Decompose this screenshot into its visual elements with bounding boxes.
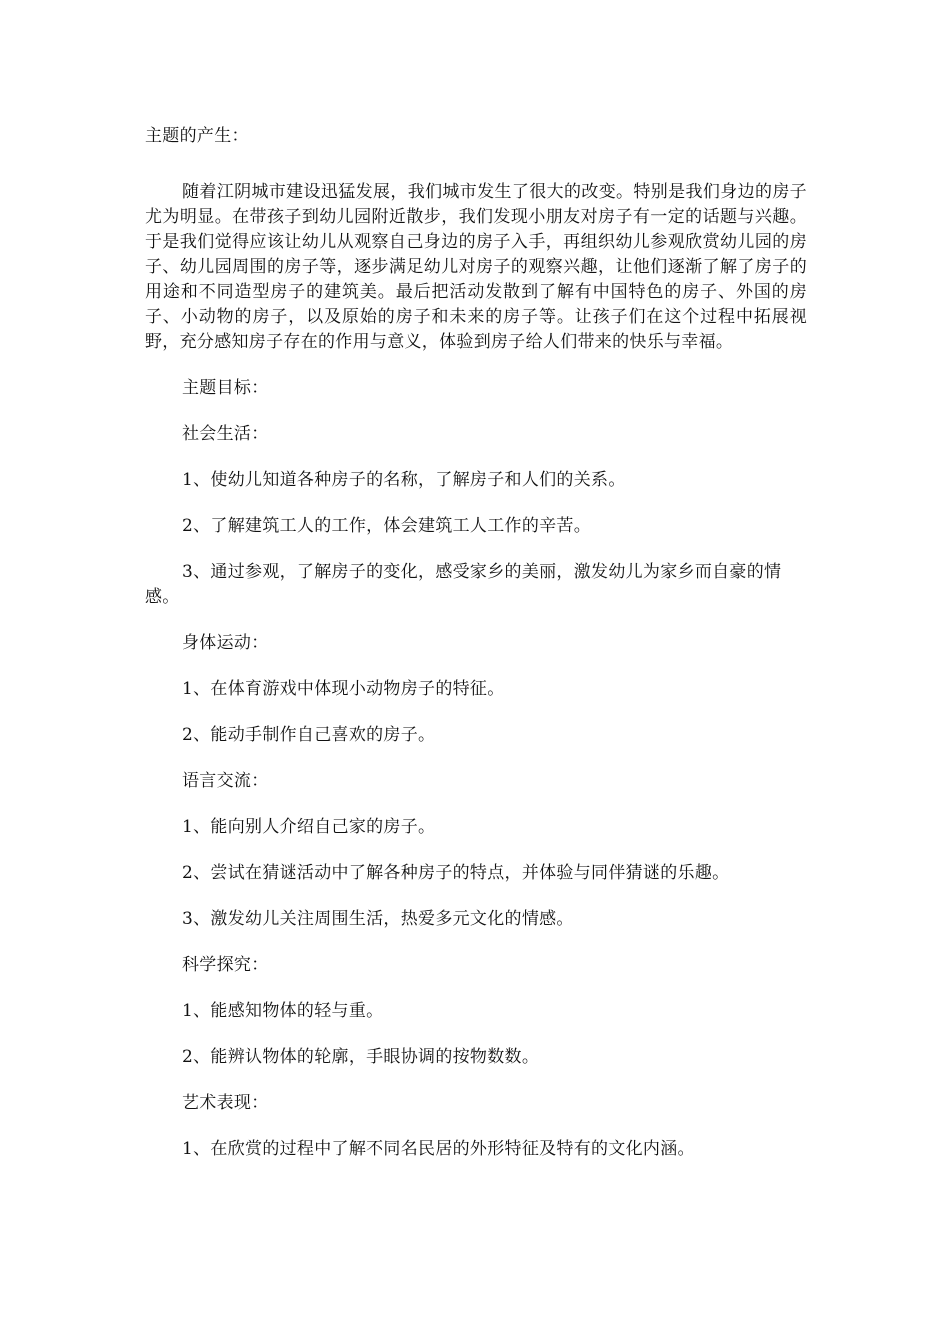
spacer — [145, 355, 807, 376]
spacer — [145, 1116, 807, 1137]
spacer — [145, 748, 807, 769]
spacer — [145, 447, 807, 468]
list-item: 2、了解建筑工人的工作，体会建筑工人工作的辛苦。 — [182, 516, 592, 536]
spacer — [145, 1024, 807, 1045]
spacer — [145, 539, 807, 560]
spacer — [145, 978, 807, 999]
spacer — [145, 610, 807, 631]
spacer — [145, 656, 807, 677]
list-item: 1、能向别人介绍自己家的房子。 — [182, 817, 436, 837]
spacer — [145, 702, 807, 723]
list-item: 3、通过参观，了解房子的变化，感受家乡的美丽，激发幼儿为家乡而自豪的情感。 — [145, 562, 782, 607]
origin-heading: 主题的产生： — [145, 126, 249, 146]
section-title-science: 科学探究： — [182, 955, 269, 975]
spacer — [145, 794, 807, 815]
section-title-language: 语言交流： — [182, 771, 269, 791]
section-title-social: 社会生活： — [182, 424, 269, 444]
list-item: 2、尝试在猜谜活动中了解各种房子的特点，并体验与同伴猜谜的乐趣。 — [182, 863, 730, 883]
spacer — [145, 1070, 807, 1091]
document-page — [145, 124, 807, 1162]
list-item: 1、在体育游戏中体现小动物房子的特征。 — [182, 679, 505, 699]
list-item: 2、能辨认物体的轮廓，手眼协调的按物数数。 — [182, 1047, 540, 1067]
spacer — [145, 401, 807, 422]
spacer — [145, 932, 807, 953]
list-item: 1、能感知物体的轻与重。 — [182, 1001, 384, 1021]
spacer — [145, 493, 807, 514]
spacer — [145, 840, 807, 861]
goals-heading: 主题目标： — [182, 378, 269, 398]
list-item: 3、激发幼儿关注周围生活，热爱多元文化的情感。 — [182, 909, 574, 929]
section-title-physical: 身体运动： — [182, 633, 269, 653]
spacer — [145, 886, 807, 907]
section-title-art: 艺术表现： — [182, 1093, 269, 1113]
list-item: 2、能动手制作自己喜欢的房子。 — [182, 725, 436, 745]
list-item: 1、使幼儿知道各种房子的名称，了解房子和人们的关系。 — [182, 470, 626, 490]
origin-paragraph: 随着江阴城市建设迅猛发展，我们城市发生了很大的改变。特别是我们身边的房子尤为明显。在带孩子到幼儿园附近散步，我们发现小朋友对房子有一定的话题与兴趣。于是我们觉得应该让幼儿从观察自己身边的房子入手，再组织幼儿参观欣赏幼儿园的房子、幼儿园周围的房子等，逐步满足幼儿对房子的观察兴趣，让他们逐渐了解了房子的用途和不同造型房子的建筑美。最后把活动发散到了解有中国特色的房子、外国的房子、小动物的房子，以及原始的房子和未来的房子等。让孩子们在这个过程中拓展视野，充分感知房子存在的作用与意义，体验到房子给人们带来的快乐与幸福。 — [145, 182, 807, 352]
list-item: 1、在欣赏的过程中了解不同名民居的外形特征及特有的文化内涵。 — [182, 1139, 695, 1159]
